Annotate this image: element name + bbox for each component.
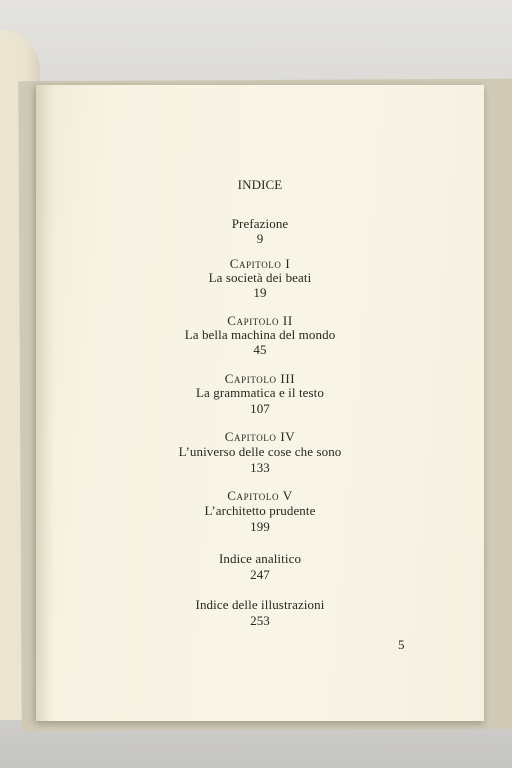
toc-entry-page: 9 [256,231,264,246]
toc-entry-title: La bella machina del mondo [184,327,336,342]
toc-entry-chapter: Capitolo I [229,256,291,271]
toc-entry-title: Indice delle illustrazioni [195,597,325,612]
toc-entry-page: 19 [253,285,267,300]
toc-entry-page: 133 [250,460,270,475]
toc-entry-chapter: Capitolo III [224,371,296,386]
toc-entry-title: La società dei beati [208,270,312,285]
toc-entry-page: 253 [250,613,270,628]
toc-entry-title: L’universo delle cose che sono [178,444,342,459]
toc-entry-page: 107 [250,401,270,416]
toc-entry-page: 247 [250,567,270,582]
toc-entry-title: L’architetto prudente [204,503,316,518]
toc-entry-title: Indice analitico [218,551,302,566]
toc-entry-chapter: Capitolo V [227,488,293,503]
toc-entry-page: 199 [250,519,270,534]
toc-entry-page: 45 [253,342,267,357]
toc-entry-chapter: Capitolo II [227,313,293,328]
toc-entry-title: La grammatica e il testo [195,385,324,400]
toc-entry-chapter: Capitolo IV [224,429,296,444]
toc-entry-title: Prefazione [231,216,289,231]
page-number: 5 [398,637,405,652]
toc-heading: INDICE [237,177,283,192]
